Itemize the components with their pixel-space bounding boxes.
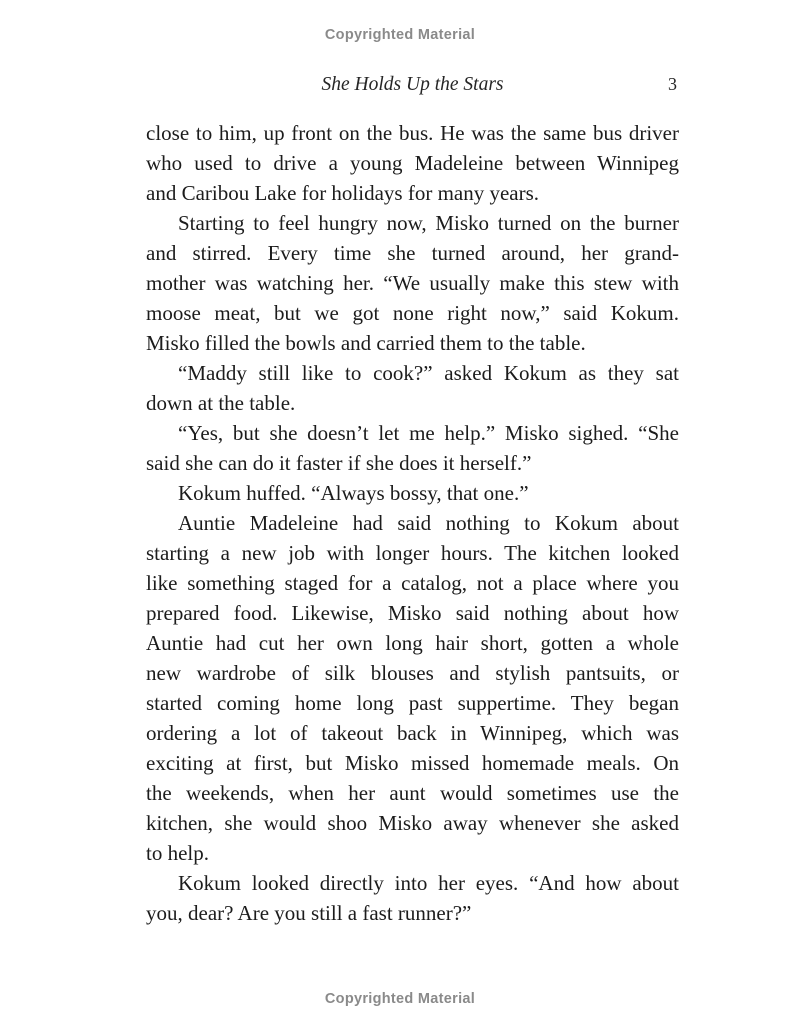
text-line: down at the table. [146,391,296,415]
text-line: moose meat, but we got none right now,” said Kokum. [146,301,679,325]
text-line: kitchen, she would shoo Misko away whenever she asked [146,811,679,835]
text-line: and stirred. Every time she turned around, her grand- [146,241,679,265]
text-line: starting a new job with longer hours. The kitchen looked [146,541,679,565]
running-header [146,74,679,100]
text-line: Auntie had cut her own long hair short, gotten a whole [146,631,679,655]
text-line: Kokum looked directly into her eyes. “And how about [178,871,679,895]
text-line: who used to drive a young Madeleine between Winnipeg [146,151,679,175]
text-line: close to him, up front on the bus. He was the same bus driver [146,121,679,145]
text-line: new wardrobe of silk blouses and stylish pantsuits, or [146,661,679,685]
text-line: mother was watching her. “We usually make this stew with [146,271,679,295]
text-line: Auntie Madeleine had said nothing to Kokum about [178,511,679,535]
text-line: to help. [146,841,209,865]
text-line: “Maddy still like to cook?” asked Kokum as they sat [178,361,679,385]
text-line: ordering a lot of takeout back in Winnipeg, which was [146,721,679,745]
text-line: “Yes, but she doesn’t let me help.” Misko sighed. “She [178,421,679,445]
text-line: started coming home long past suppertime. They began [146,691,679,715]
text-line: said she can do it faster if she does it herself.” [146,451,532,475]
copyright-notice-top: Copyrighted Material [324,27,476,43]
page-number: 3 [668,74,677,94]
text-line: prepared food. Likewise, Misko said nothing about how [146,601,679,625]
text-line: Kokum huffed. “Always bossy, that one.” [178,481,529,505]
body-text [146,118,679,928]
text-line: Misko filled the bowls and carried them to the table. [146,331,586,355]
text-line: you, dear? Are you still a fast runner?” [146,901,472,925]
text-line: like something staged for a catalog, not a place where you [146,571,679,595]
text-line: and Caribou Lake for holidays for many years. [146,181,540,205]
copyright-notice-bottom: Copyrighted Material [324,991,476,1007]
text-line: Starting to feel hungry now, Misko turned on the burner [178,211,679,235]
text-line: the weekends, when her aunt would sometimes use the [146,781,679,805]
running-header-title: She Holds Up the Stars [321,74,504,95]
text-line: exciting at first, but Misko missed homemade meals. On [146,751,679,775]
